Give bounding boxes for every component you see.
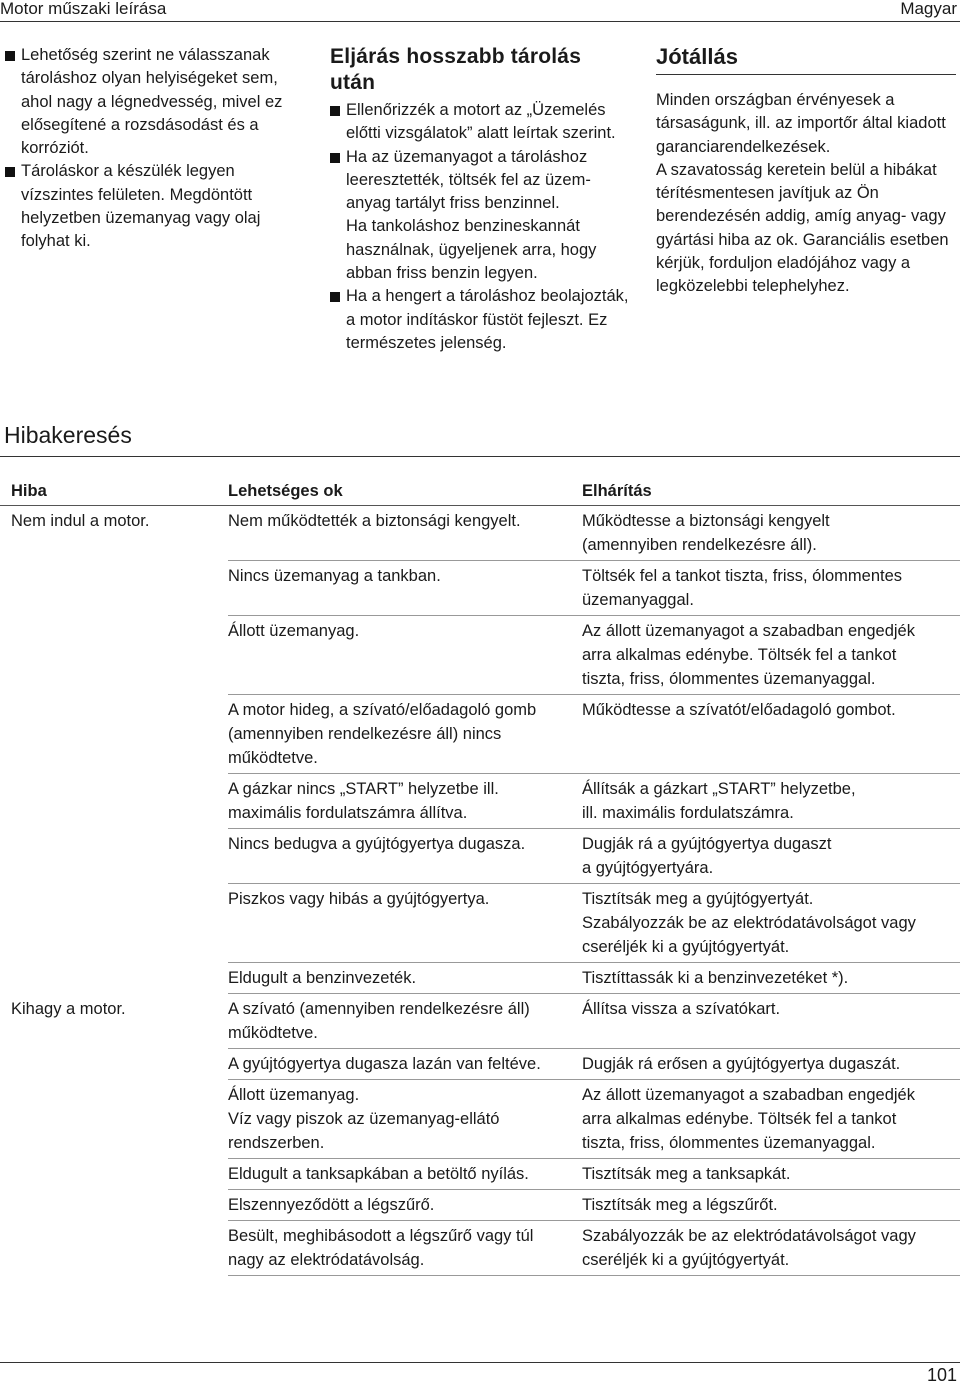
fault-cell-text: Kihagy a motor. [11,999,126,1018]
cause-cell [228,884,582,963]
remedy-cell [582,561,960,616]
page-header [0,0,960,20]
fault-cell-text: Nem indul a motor. [11,512,150,530]
storage-bullet: Tároláskor a készülék legyen vízszintes felületen. Megdöntött helyzetben üzemanyag vagy olaj folyhat ki. [5,160,305,253]
remedy-cell [582,616,960,695]
remedy-cell [582,963,960,994]
cause-cell [228,994,582,1049]
warranty-column [656,44,956,299]
remedy-cell [582,884,960,963]
remedy-cell-text: Állítsa vissza a szívatókart. [582,1000,781,1018]
after-storage-note: Ha tankoláshoz benzineskannát használnak, ügyeljenek arra, hogy abban friss benzin legyen. [346,217,597,283]
table-row [0,695,960,774]
cause-cell-text: Állott üzemanyag. [228,622,360,640]
cause-cell [228,1080,582,1159]
table-row [0,1159,960,1190]
fault-cell [0,561,228,616]
after-storage-column [330,44,630,355]
remedy-cell-text: Az állott üzemanyagot a szabadban engedjék arra alkalmas edénybe. Töltsék fel a tankot tiszta, friss, ólommentes üzemanyaggal. [582,1086,915,1152]
remedy-cell-text: Szabályozzák be az elektródatávolságot vagy cseréljék ki a gyújtógyertyát. [582,1227,916,1269]
table-row [0,561,960,616]
remedy-cell [582,1159,960,1190]
cause-cell [228,506,582,561]
remedy-cell-text: Tisztítsák meg a légszűrőt. [582,1196,778,1214]
cause-cell-text: Piszkos vagy hibás a gyújtógyertya. [228,890,490,908]
remedy-cell-text: Tisztítsák meg a tanksapkát. [582,1165,791,1183]
fault-cell [0,1049,228,1080]
table-row [0,829,960,884]
cause-cell-text: A gyújtógyertya dugasza lazán van feltéve. [228,1055,541,1073]
after-storage-bullet: Ha az üzemanyagot a tároláshoz leeresztették, töltsék fel az üzem-anyag tartályt friss benzinnel. [330,146,630,216]
cause-cell-text: Besült, meghibásodott a légszűrő vagy túl nagy az elektródatávolság. [228,1227,534,1269]
fault-cell [0,774,228,829]
cause-cell [228,695,582,774]
fault-cell [0,994,228,1049]
cause-cell-text: Eldugult a benzinvezeték. [228,969,417,987]
footer-divider [0,1362,960,1363]
troubleshooting-title: Hibakeresés [4,422,132,448]
remedy-cell [582,829,960,884]
remedy-cell-text: Működtesse a biztonsági kengyelt (amennyiben rendelkezésre áll). [582,512,830,554]
remedy-cell [582,774,960,829]
cause-cell [228,829,582,884]
cause-cell [228,963,582,994]
storage-bullet: Lehetőség szerint ne válasszanak tároláshoz olyan helyiségeket sem, ahol nagy a légnedvesség, mivel ez elősegítené a rozsdásodást és a korróziót. [5,44,305,160]
table-row [0,1221,960,1276]
remedy-cell [582,1049,960,1080]
fault-cell [0,1159,228,1190]
troubleshooting-divider [0,456,960,457]
cause-cell [228,1159,582,1190]
cause-cell [228,774,582,829]
remedy-cell-text: Tisztíttassák ki a benzinvezetéket *). [582,969,849,987]
table-row [0,1190,960,1221]
remedy-cell-text: Állítsák a gázkart „START” helyzetbe, ill. maximális fordulatszámra. [582,780,856,822]
fault-cell [0,1221,228,1276]
table-row [0,994,960,1049]
remedy-cell-text: Töltsék fel a tankot tiszta, friss, ólommentes üzemanyaggal. [582,567,903,609]
remedy-cell [582,1221,960,1276]
remedy-cell-text: Dugják rá erősen a gyújtógyertya dugaszát. [582,1055,901,1073]
storage-notes-column [5,44,305,254]
header-title: Motor műszaki leírása [0,0,167,18]
remedy-cell [582,695,960,774]
cause-cell [228,1190,582,1221]
remedy-cell-text: Tisztítsák meg a gyújtógyertyát. Szabályozzák be az elektródatávolságot vagy cseréljék ki a gyújtógyertyát. [582,890,916,956]
cause-cell-text: Eldugult a tanksapkában a betöltő nyílás. [228,1165,529,1183]
cause-cell-text: Elszennyeződött a légszűrő. [228,1196,435,1214]
remedy-cell-text: Az állott üzemanyagot a szabadban engedjék arra alkalmas edénybe. Töltsék fel a tankot tiszta, friss, ólommentes üzemanyaggal. [582,622,915,688]
remedy-cell-text: Működtesse a szívatót/előadagoló gombot. [582,701,896,719]
cause-cell-text: A motor hideg, a szívató/előadagoló gomb (amennyiben rendelkezésre áll) nincs működtetve. [228,701,537,767]
after-storage-bullet: Ha a hengert a tároláshoz beolajozták, a motor indításkor füstöt fejleszt. Ez természetes jelenség. [330,285,630,355]
warranty-paragraph: A szavatosság keretein belül a hibákat térítésmentesen javítjuk az Ön berendezésén addig, amíg anyag- vagy gyártási hiba az ok. Garanciális esetben kérjük, forduljon eladójához vagy a legközelebbi telephelyhez. [656,160,949,296]
cause-cell-text: Nincs üzemanyag a tankban. [228,567,441,585]
header-remedy: Elhárítás [582,478,960,506]
table-row [0,884,960,963]
table-row [0,616,960,695]
cause-cell [228,1049,582,1080]
cause-cell-text: Állott üzemanyag. Víz vagy piszok az üzemanyag-ellátó rendszerben. [228,1086,500,1152]
table-body [0,506,960,1276]
cause-cell-text: A szívató (amennyiben rendelkezésre áll) működtetve. [228,1000,530,1042]
fault-cell [0,506,228,561]
fault-cell [0,695,228,774]
remedy-cell [582,506,960,561]
cause-cell-text: Nincs bedugva a gyújtógyertya dugasza. [228,835,526,853]
cause-cell [228,1221,582,1276]
cause-cell [228,561,582,616]
table-row [0,1049,960,1080]
header-fault: Hiba [0,478,228,506]
after-storage-title: Eljárás hosszabb tárolás után [330,45,582,94]
fault-cell [0,1190,228,1221]
fault-cell [0,1080,228,1159]
cause-cell [228,616,582,695]
header-cause: Lehetséges ok [228,478,582,506]
header-language: Magyar [900,0,957,18]
table-row [0,506,960,561]
fault-cell [0,829,228,884]
troubleshooting-table [0,478,960,1276]
remedy-cell [582,994,960,1049]
table-row [0,774,960,829]
fault-cell [0,616,228,695]
remedy-cell [582,1190,960,1221]
page-number: 101 [926,1365,957,1385]
cause-cell-text: A gázkar nincs „START” helyzetbe ill. maximális fordulatszámra állítva. [228,780,499,822]
table-row [0,963,960,994]
warranty-paragraph: Minden országban érvényesek a társaságunk, ill. az importőr által kiadott garanciarendelkezések. [656,91,946,156]
fault-cell [0,963,228,994]
fault-cell [0,884,228,963]
after-storage-bullet: Ellenőrizzék a motort az „Üzemelés előtti vizsgálatok” alatt leírtak szerint. [330,99,630,146]
table-header-row [0,478,960,506]
table-row [0,1080,960,1159]
remedy-cell [582,1080,960,1159]
cause-cell-text: Nem működtették a biztonsági kengyelt. [228,512,521,530]
header-divider [0,21,960,22]
warranty-title: Jótállás [656,44,956,75]
remedy-cell-text: Dugják rá a gyújtógyertya dugaszt a gyújtógyertyára. [582,835,832,877]
